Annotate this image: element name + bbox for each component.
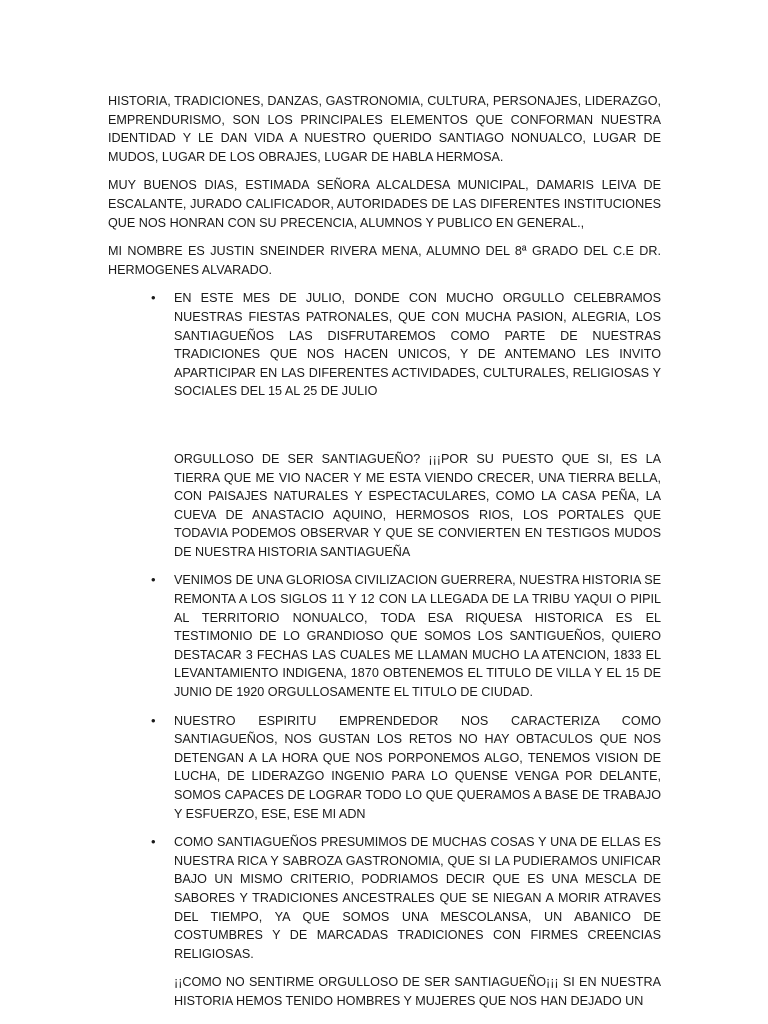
bullet-text: EN ESTE MES DE JULIO, DONDE CON MUCHO ORGULLO CELEBRAMOS NUESTRAS FIESTAS PATRONALES, QUE CON MUCHA PASION, ALEGRIA, LOS SANTIAGUEÑOS LAS DISFRUTAREMOS COMO PARTE DE NUESTRAS TRADICIONES QUE NOS HACEN UNICOS, Y DE ANTEMANO LES INVITO APARTICIPAR EN LAS DIFERENTES ACTIVIDADES, CULTURALES, RELIGIOSAS Y SOCIALES DEL 15 AL 25 DE JULIO: [174, 291, 661, 399]
bullet-list: [108, 289, 661, 401]
list-item: [108, 712, 661, 824]
bullet-text: VENIMOS DE UNA GLORIOSA CIVILIZACION GUERRERA, NUESTRA HISTORIA SE REMONTA A LOS SIGLOS 11 Y 12 CON LA LLEGADA DE LA TRIBU YAQUI O PIPIL AL TERRITORIO NONUALCO, TODA ESA RIQUESA HISTORICA ES EL TESTIMONIO DE LO GRANDIOSO QUE SOMOS LOS SANTIGUEÑOS, QUIERO DESTACAR 3 FECHAS LAS CUALES ME LLAMAN MUCHO LA ATENCION, 1833 EL LEVANTAMIENTO INDIGENA, 1870 OBTENEMOS EL TITULO DE VILLA Y EL 15 DE JUNIO DE 1920 ORGULLOSAMENTE EL TITULO DE CIUDAD.: [174, 573, 661, 700]
greeting-paragraph: MUY BUENOS DIAS, ESTIMADA SEÑORA ALCALDESA MUNICIPAL, DAMARIS LEIVA DE ESCALANTE, JURADO CALIFICADOR, AUTORIDADES DE LAS DIFERENTES INSTITUCIONES QUE NOS HONRAN CON SU PRECENCIA, ALUMNOS Y PUBLICO EN GENERAL.,: [108, 178, 661, 230]
bullet-icon: •: [151, 712, 156, 728]
bullet-text: COMO SANTIAGUEÑOS PRESUMIMOS DE MUCHAS COSAS Y UNA DE ELLAS ES NUESTRA RICA Y SABROZA GASTRONOMIA, QUE SI LA PUDIERAMOS UNIFICAR BAJO UN MISMO CRITERIO, PODRIAMOS DECIR QUE ES UNA MESCLA DE SABORES Y TRADICIONES ANCESTRALES QUE SE NIEGAN A MORIR ATRAVES DEL TIEMPO, YA QUE SOMOS UNA MESCOLANSA, UN ABANICO DE COSTUMBRES Y DE MARCADAS TRADICIONES CON FIRMES CREENCIAS RELIGIOSAS.: [174, 835, 661, 961]
bullet-icon: •: [151, 572, 156, 588]
bullet-list: [108, 571, 661, 963]
list-item: [108, 571, 661, 701]
list-item: [108, 289, 661, 401]
document-page: [108, 92, 661, 1021]
bullet-icon: •: [151, 834, 156, 850]
intro-paragraph: HISTORIA, TRADICIONES, DANZAS, GASTRONOMIA, CULTURA, PERSONAJES, LIDERAZGO, EMPRENDURISMO, SON LOS PRINCIPALES ELEMENTOS QUE CONFORMAN NUESTRA IDENTIDAD Y LE DAN VIDA A NUESTRO QUERIDO SANTIAGO NONUALCO, LUGAR DE MUDOS, LUGAR DE LOS OBRAJES, LUGAR DE HABLA HERMOSA.: [108, 94, 661, 164]
blank-space: [108, 411, 661, 450]
list-item: [108, 833, 661, 963]
indented-paragraph: ¡¡COMO NO SENTIRME ORGULLOSO DE SER SANTIAGUEÑO¡¡¡ SI EN NUESTRA HISTORIA HEMOS TENIDO HOMBRES Y MUJERES QUE NOS HAN DEJADO UN: [174, 975, 661, 1008]
bullet-icon: •: [151, 290, 156, 306]
name-paragraph: MI NOMBRE ES JUSTIN SNEINDER RIVERA MENA, ALUMNO DEL 8ª GRADO DEL C.E DR. HERMOGENES ALVARADO.: [108, 244, 661, 277]
bullet-text: NUESTRO ESPIRITU EMPRENDEDOR NOS CARACTERIZA COMO SANTIAGUEÑOS, NOS GUSTAN LOS RETOS NO HAY OBTACULOS QUE NOS DETENGAN A LA HORA QUE NOS PORPONEMOS ALGO, TENEMOS VISION DE LUCHA, DE LIDERAZGO INGENIO PARA LO QUENSE VENGA POR DELANTE, SOMOS CAPACES DE LOGRAR TODO LO QUE QUERAMOS A BASE DE TRABAJO Y ESFUERZO, ESE, ESE MI ADN: [174, 713, 661, 821]
indented-paragraph: ORGULLOSO DE SER SANTIAGUEÑO? ¡¡¡POR SU PUESTO QUE SI, ES LA TIERRA QUE ME VIO NACER Y ME ESTA VIENDO CRECER, UNA TIERRA BELLA, CON PAISAJES NATURALES Y ESPECTACULARES, COMO LA CASA PEÑA, LA CUEVA DE ANASTACIO AQUINO, HERMOSOS RIOS, LOS PORTALES QUE TODAVIA PODEMOS OBSERVAR Y QUE SE CONVIERTEN EN TESTIGOS MUDOS DE NUESTRA HISTORIA SANTIAGUEÑA: [174, 451, 661, 559]
